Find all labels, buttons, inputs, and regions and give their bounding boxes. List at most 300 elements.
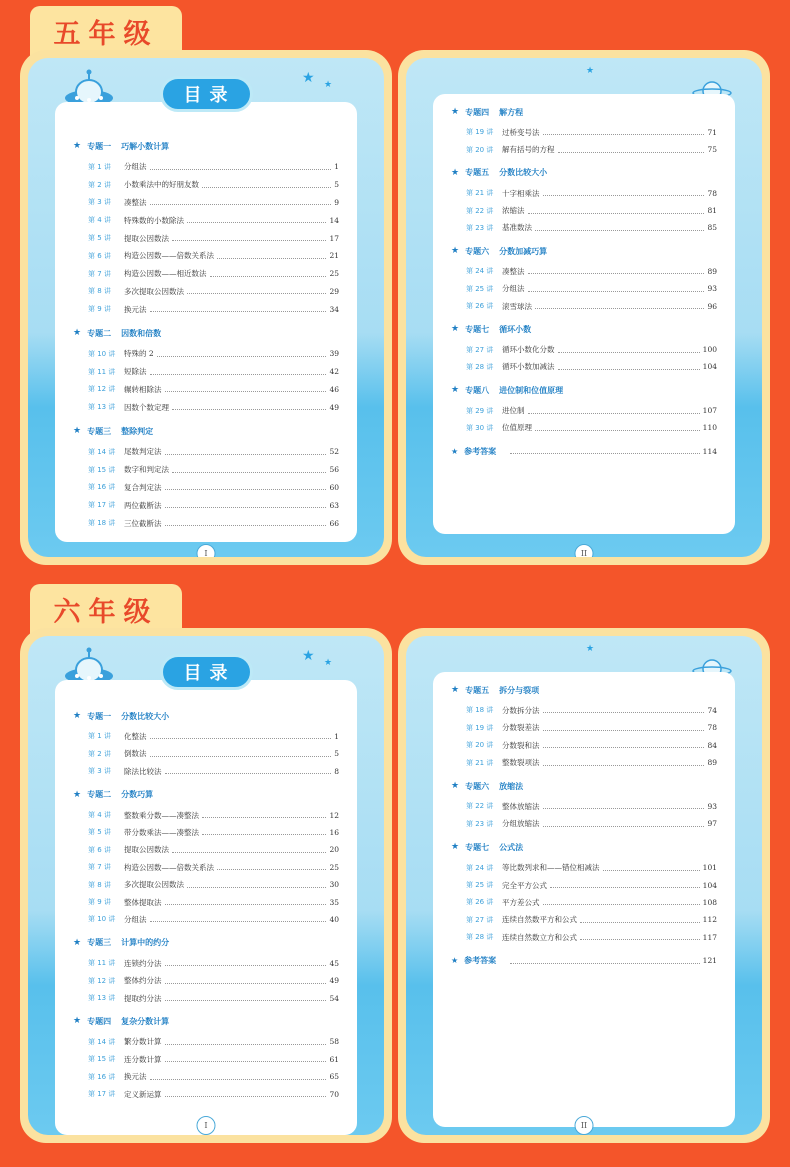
lecture-title: 整体放缩法 (502, 801, 540, 811)
page-number: 20 (329, 845, 339, 855)
toc-row (466, 737, 717, 753)
leader-dots (535, 303, 704, 309)
leader-dots (157, 351, 327, 357)
page-number: 42 (329, 367, 339, 377)
leader-dots (165, 899, 327, 905)
section-title: 分数加减巧算 (499, 246, 548, 256)
section-title: 复杂分数计算 (121, 1016, 170, 1026)
toc-section-header (451, 243, 717, 259)
section-number: 专题二 (87, 790, 112, 800)
lecture-title: 换元法 (124, 304, 147, 314)
leader-dots (528, 408, 700, 414)
page-number: 21 (329, 251, 339, 261)
page-number: 100 (702, 345, 717, 355)
section-number: 专题四 (87, 1016, 112, 1026)
lecture-title: 构造公因数——倍数关系法 (124, 862, 214, 872)
lecture-title: 整体提取法 (124, 897, 162, 907)
toc-row (88, 728, 339, 744)
page-number: 89 (707, 758, 717, 768)
toc-row (466, 929, 717, 945)
lecture-number: 第 17 讲 (88, 501, 116, 510)
page-number-button: II (575, 1116, 594, 1135)
page-number: 5 (334, 749, 339, 759)
answers-title: 参考答案 (464, 446, 497, 456)
toc-row (466, 720, 717, 736)
section-title: 公式法 (499, 842, 524, 852)
toc-row (466, 877, 717, 893)
star-icon: ★ (73, 711, 82, 721)
lecture-number: 第 18 讲 (466, 706, 494, 715)
toc-section-header (73, 325, 339, 341)
page-number: 107 (702, 406, 717, 415)
lecture-title: 整数乘分数——凑整法 (124, 810, 199, 820)
lecture-title: 数字和判定法 (124, 465, 169, 475)
lecture-number: 第 21 讲 (466, 758, 494, 767)
toc-row (88, 877, 339, 893)
star-icon: ★ (451, 446, 459, 456)
grade-label-5: 五年级 (30, 6, 182, 56)
star-icon: ★ (451, 107, 460, 117)
lecture-number: 第 2 讲 (88, 749, 111, 758)
leader-dots (150, 733, 332, 739)
page-number: 65 (329, 1072, 339, 1082)
lecture-title: 十字相乘法 (502, 188, 540, 198)
lecture-title: 过桥变号法 (502, 127, 540, 137)
page-number: 40 (329, 914, 339, 924)
lecture-number: 第 1 讲 (88, 162, 111, 171)
section-number: 专题五 (465, 168, 490, 178)
lecture-number: 第 26 讲 (466, 302, 494, 310)
leader-dots (165, 1091, 327, 1097)
leader-dots (165, 520, 327, 526)
lecture-title: 连锁约分法 (124, 958, 162, 968)
toc-row (466, 185, 717, 201)
section-number: 专题四 (465, 107, 490, 117)
leader-dots (543, 760, 705, 766)
lecture-number: 第 4 讲 (88, 216, 111, 225)
lecture-number: 第 14 讲 (88, 447, 116, 456)
page-number: 117 (702, 932, 717, 942)
leader-dots (202, 829, 326, 835)
lecture-number: 第 22 讲 (466, 802, 494, 811)
toc-tablet-6-left (20, 628, 392, 1143)
lecture-number: 第 1 讲 (88, 732, 111, 741)
toc-row (466, 263, 717, 279)
leader-dots (217, 253, 326, 259)
lecture-number: 第 21 讲 (466, 189, 494, 198)
toc-section-header (73, 1013, 339, 1029)
lecture-number: 第 10 讲 (88, 915, 116, 924)
lecture-title: 复合判定法 (124, 482, 162, 492)
lecture-number: 第 20 讲 (466, 145, 494, 154)
toc-tablet-6-right (398, 628, 770, 1143)
lecture-title: 解有括号的方程 (502, 145, 555, 155)
star-icon: ★ (302, 70, 315, 86)
star-icon: ★ (586, 66, 595, 76)
section-number: 专题一 (87, 711, 112, 721)
toc-row (466, 142, 717, 158)
section-title: 放缩法 (499, 781, 524, 791)
toc-section-header (451, 778, 717, 794)
toc-section-header (73, 787, 339, 803)
lecture-title: 分组放缩法 (502, 819, 540, 829)
leader-dots (187, 217, 326, 223)
leader-dots (543, 725, 705, 731)
toc-section-header (73, 708, 339, 724)
leader-dots (150, 199, 332, 205)
lecture-title: 整数裂项法 (502, 758, 540, 768)
toc-row (88, 346, 339, 362)
star-icon: ★ (451, 385, 460, 396)
leader-dots (150, 306, 327, 312)
toc-row (466, 359, 717, 375)
lecture-title: 特殊的 2 (124, 349, 154, 359)
page-number: 78 (707, 723, 717, 733)
star-icon: ★ (73, 426, 82, 436)
leader-dots (165, 502, 327, 508)
toc-heading: 目录 (160, 654, 253, 690)
lecture-title: 短除法 (124, 367, 147, 377)
page-number: 112 (702, 915, 717, 925)
page-number: 35 (329, 897, 339, 907)
lecture-title: 等比数列求和——错位相减法 (502, 863, 600, 873)
leader-dots (165, 386, 327, 392)
star-icon: ★ (451, 956, 459, 966)
lecture-title: 凑整法 (124, 197, 147, 207)
lecture-title: 整体约分法 (124, 976, 162, 986)
section-title: 解方程 (499, 107, 524, 117)
star-icon: ★ (451, 324, 460, 335)
leader-dots (210, 271, 327, 277)
lecture-number: 第 5 讲 (88, 234, 111, 242)
lecture-title: 辗转相除法 (124, 384, 162, 394)
toc-row (88, 515, 339, 531)
lecture-number: 第 3 讲 (88, 198, 111, 207)
lecture-number: 第 4 讲 (88, 811, 111, 819)
page-number: 108 (702, 897, 717, 907)
page-number: 29 (329, 286, 339, 296)
leader-dots (543, 129, 705, 135)
section-title: 巧解小数计算 (121, 141, 170, 151)
section-number: 专题八 (465, 385, 490, 395)
toc-row (466, 342, 717, 358)
toc-row (88, 364, 339, 380)
leader-dots (510, 448, 700, 454)
toc-row (88, 248, 339, 264)
lecture-number: 第 22 讲 (466, 206, 494, 215)
star-icon: ★ (451, 167, 460, 178)
page-number: 93 (707, 284, 717, 294)
lecture-number: 第 28 讲 (466, 362, 494, 371)
lecture-title: 因数个数定理 (124, 402, 169, 412)
lecture-number: 第 24 讲 (466, 267, 494, 276)
star-icon: ★ (73, 789, 82, 800)
page-number: 8 (334, 766, 339, 776)
page-number-button: I (197, 1116, 216, 1135)
answers-title: 参考答案 (464, 956, 497, 966)
toc-row (88, 973, 339, 989)
page-number: 89 (707, 266, 717, 276)
leader-dots (187, 288, 326, 294)
lecture-title: 连续自然数平方和公式 (502, 915, 577, 925)
toc-row (88, 177, 339, 193)
toc-row (466, 220, 717, 236)
leader-dots (543, 190, 705, 196)
toc-row (466, 403, 717, 419)
lecture-title: 分数拆分法 (502, 705, 540, 715)
star-icon: ★ (451, 842, 460, 853)
leader-dots (202, 182, 331, 188)
lecture-number: 第 30 讲 (466, 423, 494, 432)
lecture-title: 特殊数的小数除法 (124, 215, 184, 225)
lecture-number: 第 8 讲 (88, 880, 111, 889)
lecture-title: 滚雪球法 (502, 301, 532, 311)
lecture-title: 倒数法 (124, 749, 147, 759)
toc-row (88, 990, 339, 1006)
lecture-title: 定义新运算 (124, 1089, 162, 1099)
toc-section-header (451, 165, 717, 181)
toc-row (466, 816, 717, 832)
star-icon: ★ (73, 937, 82, 948)
toc-row (466, 912, 717, 928)
page-number: 17 (329, 233, 339, 243)
lecture-title: 繁分数计算 (124, 1037, 162, 1047)
section-number: 专题三 (87, 938, 112, 948)
page-number: 75 (707, 145, 717, 155)
toc-answers-row (451, 443, 717, 459)
lecture-number: 第 8 讲 (88, 287, 111, 296)
toc-section-header (73, 138, 339, 154)
lecture-number: 第 3 讲 (88, 767, 111, 776)
toc-row (466, 894, 717, 910)
tablet-screen (406, 58, 762, 557)
lecture-number: 第 26 讲 (466, 898, 494, 907)
lecture-title: 循环小数加减法 (502, 362, 555, 372)
lecture-title: 基准数法 (502, 223, 532, 233)
section-number: 专题七 (465, 842, 490, 852)
page-number: 5 (334, 180, 339, 190)
leader-dots (603, 865, 700, 871)
section-number: 专题五 (465, 685, 490, 695)
page-number: 101 (702, 863, 717, 873)
section-title: 进位制和位值原理 (499, 385, 564, 395)
star-icon: ★ (73, 328, 82, 338)
page-number: 39 (329, 349, 339, 359)
page-number: 58 (329, 1037, 339, 1047)
leader-dots (543, 803, 705, 809)
lecture-title: 多次提取公因数法 (124, 880, 184, 890)
page-number: 104 (702, 362, 717, 372)
lecture-number: 第 23 讲 (466, 223, 494, 232)
lecture-number: 第 6 讲 (88, 845, 111, 854)
page-number: 16 (329, 827, 339, 837)
leader-dots (535, 425, 700, 431)
section-title: 分数巧算 (121, 790, 154, 800)
section-title: 计算中的约分 (121, 938, 170, 948)
lecture-number: 第 25 讲 (466, 881, 494, 889)
lecture-number: 第 23 讲 (466, 819, 494, 828)
page-number: 30 (329, 880, 339, 890)
toc-paper (55, 680, 357, 1135)
lecture-title: 构造公因数——相近数法 (124, 269, 207, 279)
leader-dots (165, 995, 327, 1001)
toc-paper (433, 672, 735, 1127)
lecture-number: 第 27 讲 (466, 915, 494, 924)
toc-row (466, 124, 717, 140)
lecture-number: 第 20 讲 (466, 741, 494, 750)
toc-row (88, 230, 339, 246)
star-icon: ★ (73, 1016, 82, 1027)
leader-dots (558, 347, 700, 353)
leader-dots (172, 404, 326, 410)
lecture-number: 第 24 讲 (466, 863, 494, 872)
section-title: 拆分与裂项 (499, 685, 540, 695)
lecture-title: 构造公因数——倍数关系法 (124, 251, 214, 261)
lecture-title: 分数裂和法 (502, 740, 540, 750)
lecture-number: 第 15 讲 (88, 1055, 116, 1064)
toc-row (466, 860, 717, 876)
page-number: 71 (707, 127, 717, 137)
section-title: 分数比较大小 (121, 711, 170, 721)
toc-section-header (451, 682, 717, 698)
section-title: 分数比较大小 (499, 168, 548, 178)
lecture-number: 第 12 讲 (88, 385, 116, 394)
lecture-number: 第 15 讲 (88, 465, 116, 474)
page-number: 96 (707, 301, 717, 311)
leader-dots (580, 917, 700, 923)
toc-row (466, 203, 717, 219)
lecture-title: 平方差公式 (502, 897, 540, 907)
leader-dots (543, 899, 700, 905)
lecture-number: 第 9 讲 (88, 305, 111, 314)
lecture-title: 带分数乘法——凑整法 (124, 827, 199, 837)
page-number: 1 (334, 731, 339, 741)
lecture-number: 第 18 讲 (88, 519, 116, 527)
tablet-screen (28, 58, 384, 557)
leader-dots (558, 147, 705, 153)
page-number: 74 (707, 705, 717, 715)
lecture-number: 第 19 讲 (466, 723, 494, 732)
lecture-number: 第 25 讲 (466, 284, 494, 293)
page-number: 1 (334, 162, 339, 172)
toc-row (88, 497, 339, 513)
toc-row (88, 1051, 339, 1067)
section-number: 专题六 (465, 246, 490, 256)
leader-dots (528, 208, 705, 214)
page-number: 49 (329, 976, 339, 986)
toc-row (88, 212, 339, 228)
toc-row (88, 1086, 339, 1102)
leader-dots (217, 864, 326, 870)
toc-row (88, 894, 339, 910)
lecture-title: 提取公因数法 (124, 845, 169, 855)
lecture-title: 循环小数化分数 (502, 345, 555, 355)
leader-dots (535, 225, 704, 231)
lecture-number: 第 13 讲 (88, 994, 116, 1002)
lecture-title: 完全平方公式 (502, 880, 547, 890)
star-icon: ★ (451, 246, 460, 257)
lecture-number: 第 10 讲 (88, 349, 116, 358)
section-title: 循环小数 (499, 324, 532, 334)
toc-row (88, 1069, 339, 1085)
toc-answers-row (451, 953, 717, 969)
toc-row (88, 859, 339, 875)
toc-row (88, 763, 339, 779)
page-number: 60 (329, 482, 339, 492)
toc-row (88, 462, 339, 478)
leader-dots (543, 742, 705, 748)
lecture-number: 第 16 讲 (88, 1072, 116, 1081)
page-number: 93 (707, 801, 717, 811)
star-icon: ★ (451, 781, 460, 791)
leader-dots (580, 934, 700, 940)
lecture-title: 除法比较法 (124, 766, 162, 776)
leader-dots (165, 960, 327, 966)
star-icon: ★ (324, 658, 333, 668)
toc-section-header (451, 321, 717, 337)
toc-section-header (451, 104, 717, 120)
lecture-number: 第 7 讲 (88, 269, 111, 278)
toc-row (88, 807, 339, 823)
lecture-title: 化整法 (124, 731, 147, 741)
leader-dots (172, 467, 326, 473)
lecture-title: 两位截断法 (124, 500, 162, 510)
lecture-title: 多次提取公因数法 (124, 286, 184, 296)
lecture-number: 第 2 讲 (88, 180, 111, 189)
page-number: 46 (329, 384, 339, 394)
grade-label-6: 六年级 (30, 584, 182, 634)
lecture-number: 第 12 讲 (88, 976, 116, 985)
page-number: 78 (707, 188, 717, 198)
lecture-number: 第 14 讲 (88, 1037, 116, 1046)
toc-row (466, 420, 717, 436)
page-number-button: II (575, 544, 594, 557)
leader-dots (187, 882, 326, 888)
leader-dots (510, 958, 700, 964)
toc-row (88, 301, 339, 317)
toc-section-header (73, 423, 339, 439)
lecture-title: 连续自然数立方和公式 (502, 932, 577, 942)
toc-row (88, 266, 339, 282)
leader-dots (150, 751, 332, 757)
toc-row (88, 444, 339, 460)
toc-section-header (73, 935, 339, 951)
page-number: 61 (329, 1054, 339, 1064)
section-number: 专题二 (87, 328, 112, 338)
toc-heading: 目录 (160, 76, 253, 112)
lecture-title: 小数乘法中的好朋友数 (124, 180, 199, 190)
tablet-screen (28, 636, 384, 1135)
toc-row (466, 798, 717, 814)
toc-row (88, 842, 339, 858)
toc-row (88, 824, 339, 840)
star-icon: ★ (586, 644, 595, 654)
lecture-number: 第 11 讲 (88, 959, 116, 968)
lecture-title: 分组法 (124, 162, 147, 172)
page-number-button: I (197, 544, 216, 557)
toc-row (88, 194, 339, 210)
toc-row (466, 702, 717, 718)
page-number: 104 (702, 880, 717, 890)
page-number: 25 (329, 269, 339, 279)
leader-dots (543, 707, 705, 713)
section-number: 专题七 (465, 324, 490, 334)
leader-dots (558, 364, 700, 370)
leader-dots (550, 882, 700, 888)
lecture-number: 第 28 讲 (466, 933, 494, 942)
leader-dots (150, 164, 332, 170)
toc-paper (55, 102, 357, 542)
